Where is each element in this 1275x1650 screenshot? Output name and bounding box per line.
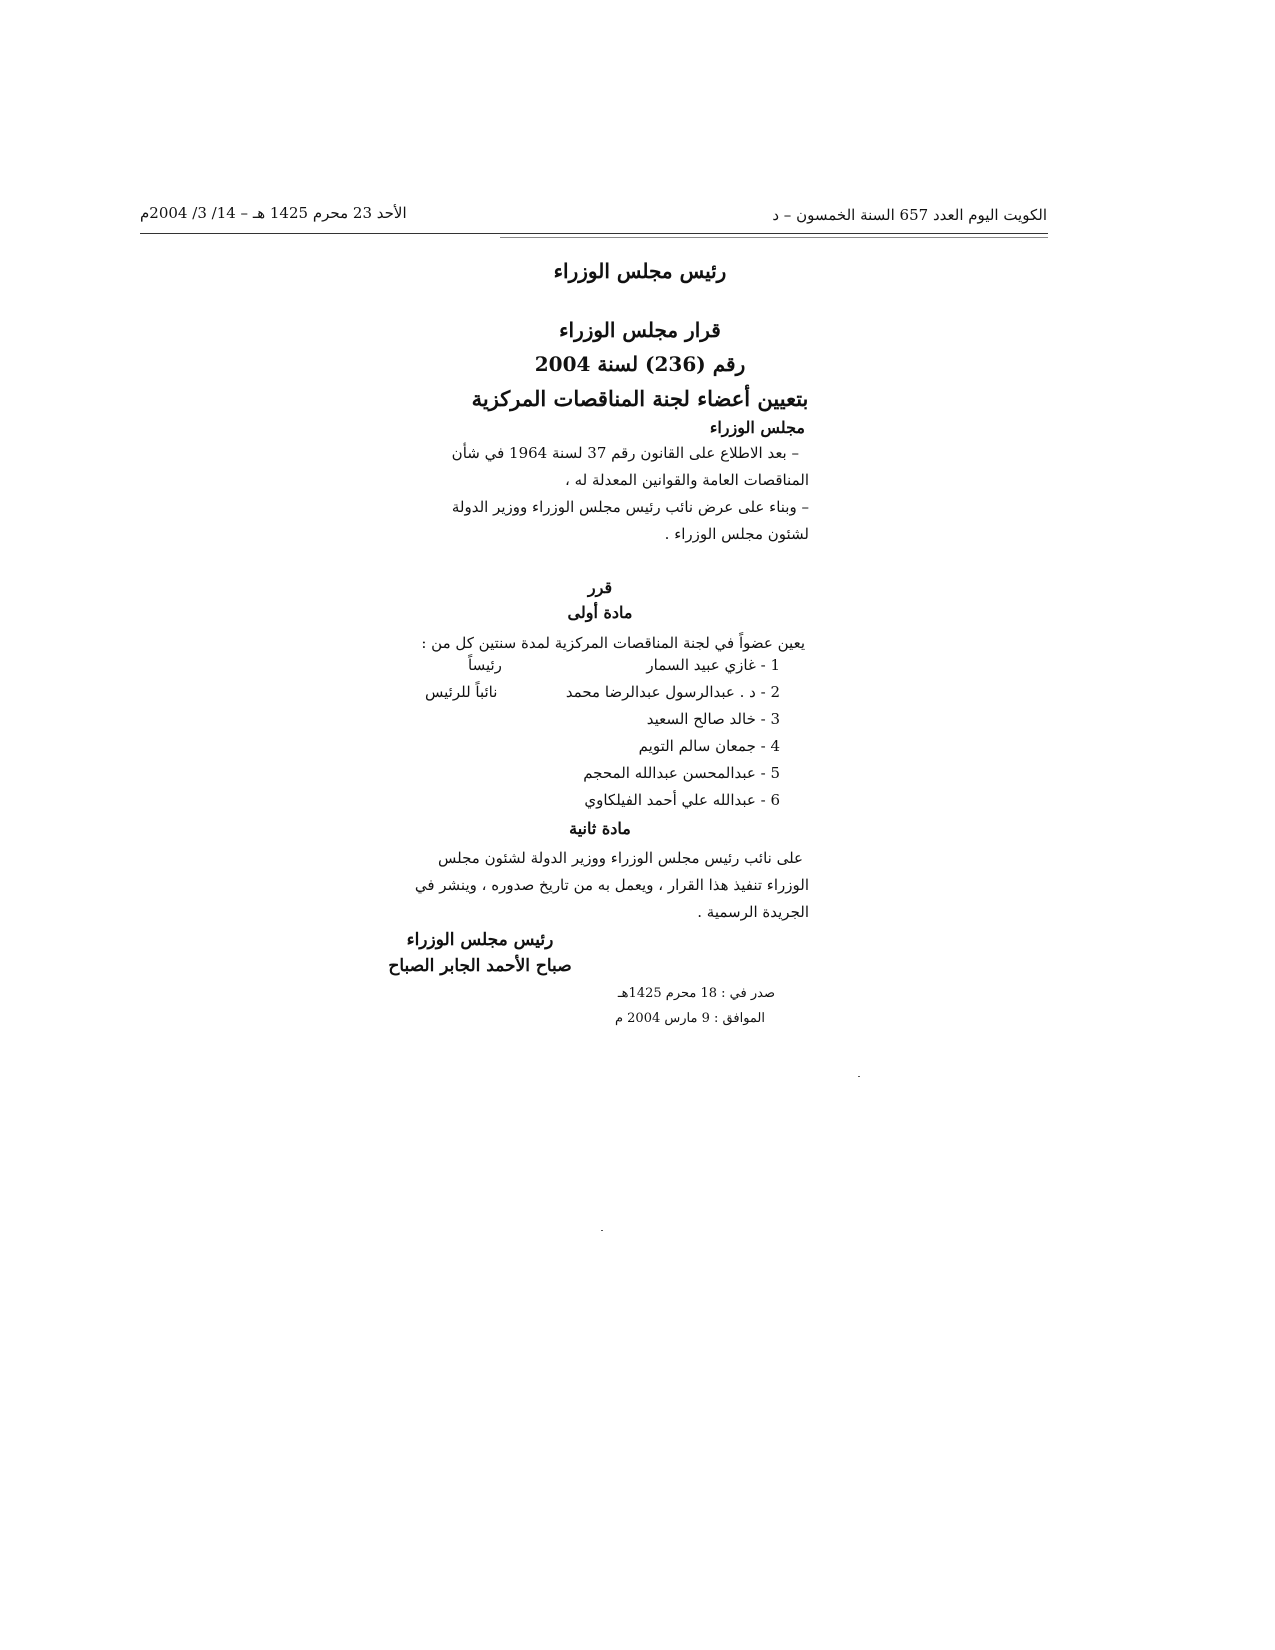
preamble-p2-line2: لشئون مجلس الوزراء . [664,525,809,543]
member-name: 2 - د . عبدالرسول عبدالرضا محمد [565,683,780,701]
member-row-5 [400,764,780,790]
member-role: رئيساً [468,656,502,674]
member-name: 6 - عبدالله علي أحمد الفيلكاوي [584,791,780,809]
member-name: 3 - خالد صالح السعيد [646,710,780,728]
member-role: نائباً للرئيس [425,683,498,701]
member-row-4 [400,737,780,763]
article2-heading: مادة ثانية [569,819,631,838]
preamble-p2-line1: – وبناء على عرض نائب رئيس مجلس الوزراء ووزير الدولة [451,498,809,516]
decided-heading: قرر [587,578,613,597]
article1-intro: يعين عضواً في لجنة المناقصات المركزية لمدة سنتين كل من : [421,634,805,652]
article1-heading: مادة أولى [567,603,633,622]
header-issue-info: الكويت اليوم العدد 657 السنة الخمسون – د [772,206,1047,224]
signature-name: صباح الأحمد الجابر الصباح [388,956,572,976]
decree-title-line2: رقم (236) لسنة 2004 [534,352,746,376]
member-name: 5 - عبدالمحسن عبدالله المحجم [583,764,780,782]
member-row-2 [400,683,780,709]
issuer-title: رئيس مجلس الوزراء [553,259,727,283]
article2-line2: الوزراء تنفيذ هذا القرار ، ويعمل به من تاريخ صدوره ، وينشر في [414,876,809,894]
issued-hijri: صدر في : 18 محرم 1425هـ [617,986,775,1001]
scan-speck [858,1076,860,1077]
council-heading: مجلس الوزراء [709,418,805,437]
article2-line1: على نائب رئيس مجلس الوزراء ووزير الدولة لشئون مجلس [438,849,803,867]
scan-speck [601,1230,603,1231]
member-name: 1 - غازي عبيد السمار [646,656,780,674]
member-row-6 [400,791,780,817]
header-rule-thin [500,237,1048,238]
member-name: 4 - جمعان سالم التويم [638,737,780,755]
header-rule [140,233,1048,234]
member-row-3 [400,710,780,736]
article2-line3: الجريدة الرسمية . [697,903,809,921]
member-row-1 [400,656,780,682]
decree-title-line3: بتعيين أعضاء لجنة المناقصات المركزية [471,386,809,411]
signature-title: رئيس مجلس الوزراء [406,930,554,950]
preamble-p1-line2: المناقصات العامة والقوانين المعدلة له ، [564,471,809,489]
preamble-p1-line1: – بعد الاطلاع على القانون رقم 37 لسنة 1964 في شأن [451,444,799,462]
decree-title-line1: قرار مجلس الوزراء [559,318,721,342]
issued-gregorian: الموافق : 9 مارس 2004 م [614,1011,765,1026]
header-date: الأحد 23 محرم 1425 هـ – 14/ 3/ 2004م [140,204,407,222]
